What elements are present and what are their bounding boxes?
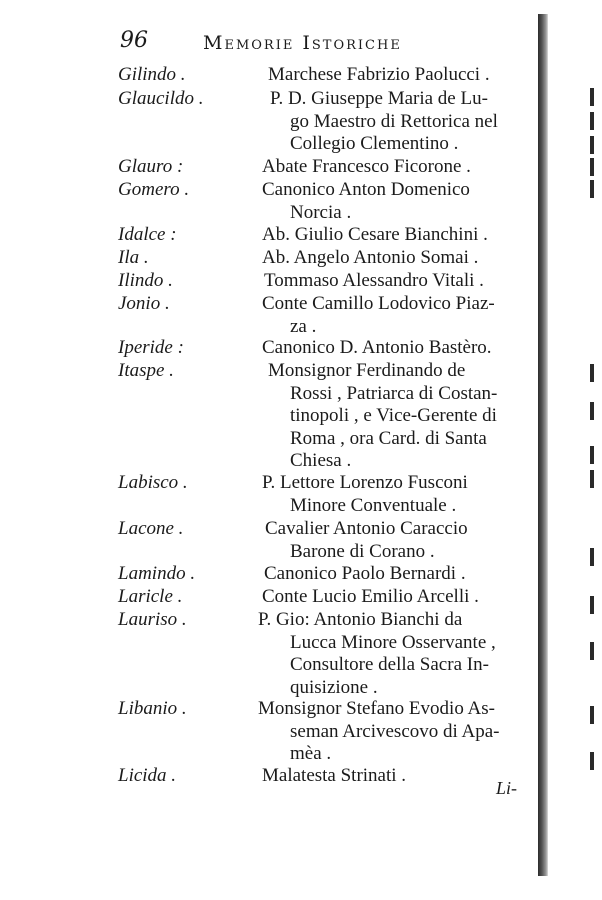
real-name-continuation: Barone di Corano . [290,540,435,562]
pseudonym: Ila . [118,247,149,268]
pseudonym: Idalce : [118,224,177,245]
real-name-continuation: go Maestro di Rettorica nel [290,110,498,132]
real-name-continuation: Roma , ora Card. di Santa [290,427,487,449]
pseudonym: Lauriso . [118,609,187,630]
facing-page-letter-mark [590,88,594,106]
real-name: Malatesta Strinati . [262,765,407,786]
facing-page-letter-mark [590,470,594,488]
pseudonym: Glaucildo . [118,88,204,109]
page-number: 96 [120,28,148,53]
pseudonym: Glauro : [118,156,184,177]
real-name: Conte Lucio Emilio Arcelli . [262,586,479,607]
facing-page-letter-mark [590,596,594,614]
real-name: Conte Camillo Lodovico Piaz- [262,293,495,314]
real-name: P. Gio: Antonio Bianchi da [258,609,463,630]
real-name: Ab. Giulio Cesare Bianchini . [262,224,488,245]
real-name: Tommaso Alessandro Vitali . [264,270,484,291]
facing-page-letter-mark [590,364,594,382]
real-name-continuation: Chiesa . [290,450,352,472]
pseudonym: Jonio . [118,293,170,314]
book-gutter [538,14,548,876]
real-name-continuation: Minore Conventuale . [290,494,457,516]
real-name: Monsignor Ferdinando de [268,360,466,381]
real-name: Canonico Paolo Bernardi . [264,563,466,584]
facing-page-letter-mark [590,642,594,660]
real-name: Marchese Fabrizio Paolucci . [268,64,490,85]
real-name: Canonico D. Antonio Bastèro. [262,337,492,358]
real-name-continuation: Norcia . [290,201,352,223]
real-name-continuation: Rossi , Patriarca di Costan- [290,382,498,404]
pseudonym: Itaspe . [118,360,174,381]
pseudonym: Licida . [118,765,177,786]
pseudonym: Laricle . [118,586,183,607]
real-name-continuation: quisizione . [290,676,378,698]
pseudonym: Ilindo . [118,270,173,291]
real-name: Abate Francesco Ficorone . [262,156,471,177]
pseudonym: Lacone . [118,518,184,539]
real-name-continuation: Lucca Minore Osservante , [290,631,496,653]
pseudonym: Labisco . [118,472,188,493]
facing-page-letter-mark [590,112,594,130]
facing-page-letter-mark [590,136,594,154]
real-name: P. D. Giuseppe Maria de Lu- [270,88,488,109]
pseudonym: Lamindo . [118,563,196,584]
real-name-continuation: seman Arcivescovo di Apa- [290,720,500,742]
real-name-continuation: za . [290,315,317,337]
real-name-continuation: Consultore della Sacra In- [290,654,489,676]
real-name: Cavalier Antonio Caraccio [265,518,468,539]
real-name-continuation: mèa . [290,743,332,765]
real-name: Monsignor Stefano Evodio As- [258,698,495,719]
pseudonym: Gomero . [118,179,190,200]
real-name-continuation: Collegio Clementino . [290,133,459,155]
facing-page-letter-mark [590,752,594,770]
pseudonym: Iperide : [118,337,184,358]
facing-page-letter-mark [590,402,594,420]
real-name: Ab. Angelo Antonio Somai . [262,247,479,268]
real-name-continuation: tinopoli , e Vice-Gerente di [290,405,497,427]
facing-page-edge [584,0,602,900]
real-name: Canonico Anton Domenico [262,179,470,200]
facing-page-letter-mark [590,180,594,198]
pseudonym: Libanio . [118,698,187,719]
facing-page-letter-mark [590,446,594,464]
facing-page-letter-mark [590,158,594,176]
facing-page-letter-mark [590,548,594,566]
real-name: P. Lettore Lorenzo Fusconi [262,472,468,493]
catchword: Li- [496,778,518,798]
pseudonym: Gilindo . [118,64,186,85]
facing-page-letter-mark [590,706,594,724]
running-title: Memorie Istoriche [203,32,402,54]
